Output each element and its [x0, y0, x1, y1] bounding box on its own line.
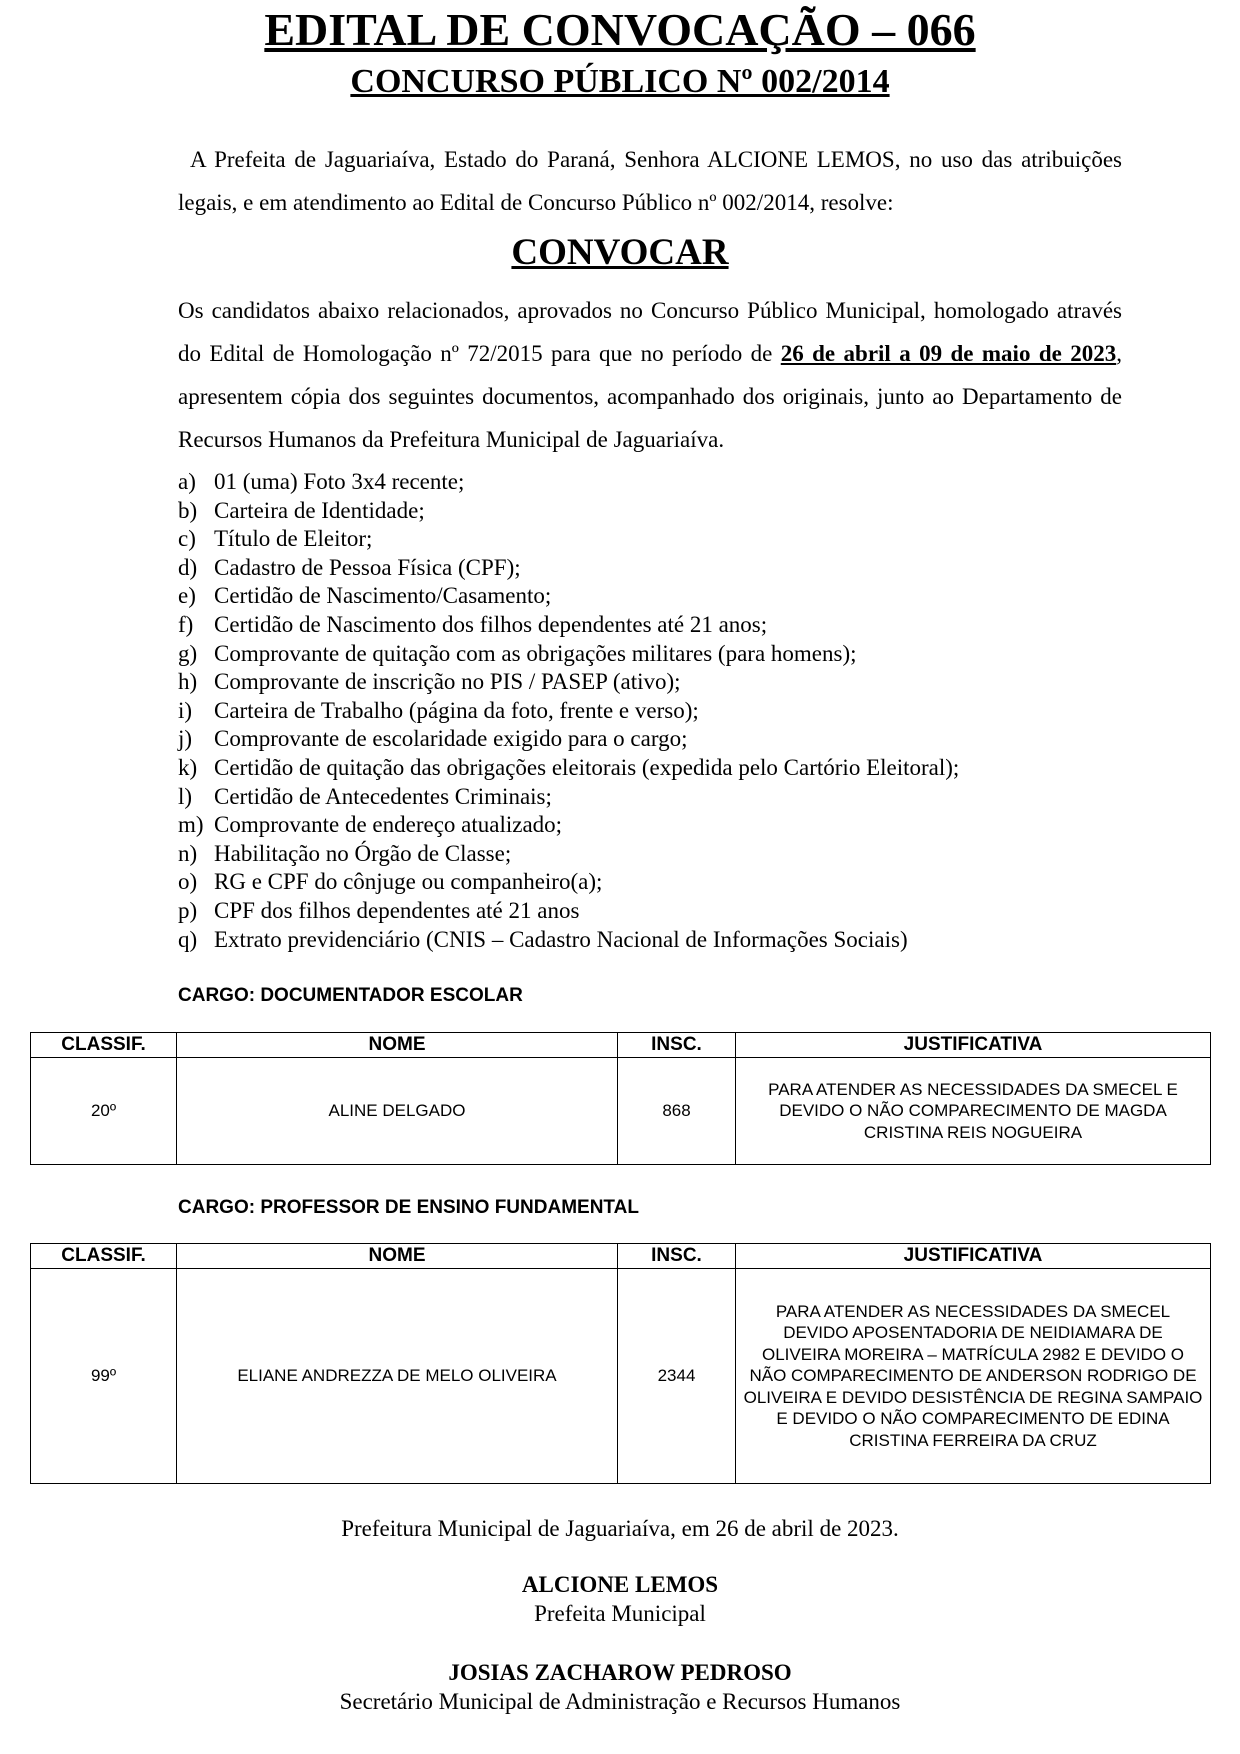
list-item: [178, 554, 1138, 583]
list-item: [178, 582, 1138, 611]
candidates-table-professor: [30, 1243, 1211, 1484]
header-justificativa: JUSTIFICATIVA: [736, 1244, 1211, 1269]
list-item: [178, 897, 1138, 926]
list-item-letter: q): [178, 926, 198, 952]
list-item-letter: m): [178, 812, 204, 838]
list-item: [178, 640, 1138, 669]
list-item-text: RG e CPF do cônjuge ou companheiro(a);: [214, 869, 603, 895]
table-row: [31, 1058, 1211, 1165]
list-item: [178, 468, 1138, 497]
list-item-letter: n): [178, 840, 198, 866]
list-item-letter: f): [178, 611, 194, 637]
convocation-period-highlight: 26 de abril a 09 de maio de 2023: [780, 341, 1117, 366]
list-item-letter: h): [178, 669, 198, 695]
table-row: [31, 1269, 1211, 1484]
convocation-paragraph: [178, 289, 1122, 461]
list-item-text: Comprovante de endereço atualizado;: [214, 812, 563, 838]
list-item-letter: k): [178, 754, 198, 780]
table-header-row: [31, 1244, 1211, 1269]
place-and-date: Prefeitura Municipal de Jaguariaíva, em 26 de abril de 2023.: [341, 1516, 899, 1541]
signer-role-secretary: Secretário Municipal de Administração e Recursos Humanos: [339, 1689, 901, 1714]
table-header-row: [31, 1033, 1211, 1058]
list-item-text: Título de Eleitor;: [214, 526, 373, 552]
list-item-letter: o): [178, 869, 198, 895]
list-item-text: 01 (uma) Foto 3x4 recente;: [214, 469, 465, 494]
signer-role-mayor: Prefeita Municipal: [534, 1601, 706, 1626]
cargo-heading-professor: CARGO: PROFESSOR DE ENSINO FUNDAMENTAL: [178, 1197, 639, 1218]
convocation-text-part1: Os candidatos abaixo relacionados, aprovados no Concurso Público Municipal, homologado através do Edital de Homologação nº 72/2015 para que no período de: [178, 298, 1122, 366]
list-item: [178, 497, 1138, 526]
list-item-text: Cadastro de Pessoa Física (CPF);: [214, 554, 521, 580]
list-item-letter: b): [178, 497, 198, 523]
header-nome: NOME: [177, 1033, 618, 1058]
list-item-letter: p): [178, 897, 198, 923]
header-insc: INSC.: [618, 1033, 736, 1058]
header-classif: CLASSIF.: [31, 1244, 177, 1269]
header-classif: CLASSIF.: [31, 1033, 177, 1058]
convocar-heading: CONVOCAR: [511, 232, 729, 273]
cell-insc: 2344: [618, 1269, 736, 1484]
list-item-letter: c): [178, 526, 196, 552]
list-item-letter: j): [178, 726, 193, 752]
list-item-text: Carteira de Identidade;: [214, 497, 425, 523]
list-item: [178, 783, 1138, 812]
list-item-text: Extrato previdenciário (CNIS – Cadastro Nacional de Informações Sociais): [214, 926, 908, 952]
cell-classif: 99º: [31, 1269, 177, 1484]
signer-name-secretary: JOSIAS ZACHAROW PEDROSO: [448, 1660, 792, 1685]
header-insc: INSC.: [618, 1244, 736, 1269]
list-item: [178, 725, 1138, 754]
list-item: [178, 754, 1138, 783]
list-item-text: Certidão de Antecedentes Criminais;: [214, 783, 552, 809]
cell-nome: ALINE DELGADO: [177, 1058, 618, 1165]
list-item-text: Certidão de Nascimento dos filhos dependentes até 21 anos;: [214, 611, 768, 637]
list-item: [178, 926, 1138, 955]
list-item: [178, 840, 1138, 869]
candidates-table-documentador: [30, 1032, 1211, 1165]
list-item-letter: g): [178, 640, 198, 666]
header-justificativa: JUSTIFICATIVA: [736, 1033, 1211, 1058]
list-item: [178, 525, 1138, 554]
document-subtitle: CONCURSO PÚBLICO Nº 002/2014: [350, 63, 890, 100]
document-title: EDITAL DE CONVOCAÇÃO – 066: [264, 4, 976, 55]
cell-classif: 20º: [31, 1058, 177, 1165]
list-item-text: Comprovante de escolaridade exigido para o cargo;: [214, 726, 688, 752]
list-item-letter: a): [178, 469, 196, 494]
list-item: [178, 697, 1138, 726]
cell-insc: 868: [618, 1058, 736, 1165]
list-item: [178, 868, 1138, 897]
list-item-letter: i): [178, 697, 193, 723]
list-item-letter: d): [178, 554, 198, 580]
list-item-text: Certidão de quitação das obrigações eleitorais (expedida pelo Cartório Eleitoral);: [214, 754, 960, 780]
header-nome: NOME: [177, 1244, 618, 1269]
list-item-text: Comprovante de quitação com as obrigações militares (para homens);: [214, 640, 857, 666]
cell-nome: ELIANE ANDREZZA DE MELO OLIVEIRA: [177, 1269, 618, 1484]
list-item-text: Carteira de Trabalho (página da foto, frente e verso);: [214, 697, 699, 723]
cargo-heading-documentador: CARGO: DOCUMENTADOR ESCOLAR: [178, 985, 523, 1006]
list-item-text: CPF dos filhos dependentes até 21 anos: [214, 897, 580, 923]
list-item-text: Habilitação no Órgão de Classe;: [214, 840, 512, 866]
signer-name-mayor: ALCIONE LEMOS: [521, 1572, 719, 1597]
cell-justificativa: PARA ATENDER AS NECESSIDADES DA SMECEL E DEVIDO O NÃO COMPARECIMENTO DE MAGDA CRISTINA REIS NOGUEIRA: [736, 1058, 1211, 1165]
cell-justificativa: PARA ATENDER AS NECESSIDADES DA SMECEL DEVIDO APOSENTADORIA DE NEIDIAMARA DE OLIVEIRA MOREIRA – MATRÍCULA 2982 E DEVIDO O NÃO COMPARECIMENTO DE ANDERSON RODRIGO DE OLIVEIRA E DEVIDO DESISTÊNCIA DE REGINA SAMPAIO E DEVIDO O NÃO COMPARECIMENTO DE EDINA CRISTINA FERREIRA DA CRUZ: [736, 1269, 1211, 1484]
list-item-text: Comprovante de inscrição no PIS / PASEP (ativo);: [214, 669, 681, 695]
list-item: [178, 811, 1138, 840]
convocation-text-part2: , apresentem cópia dos seguintes documentos, acompanhado dos originais, junto ao Departamento de Recursos Humanos da Prefeitura Municipal de Jaguariaíva.: [178, 341, 1122, 452]
intro-paragraph: A Prefeita de Jaguariaíva, Estado do Paraná, Senhora ALCIONE LEMOS, no uso das atribuições legais, e em atendimento ao Edital de Concurso Público nº 002/2014, resolve:: [178, 147, 1122, 215]
list-item: [178, 668, 1138, 697]
list-item: [178, 611, 1138, 640]
list-item-text: Certidão de Nascimento/Casamento;: [214, 583, 552, 609]
list-item-letter: e): [178, 583, 196, 609]
required-documents-list: [178, 468, 1138, 954]
list-item-letter: l): [178, 783, 193, 809]
